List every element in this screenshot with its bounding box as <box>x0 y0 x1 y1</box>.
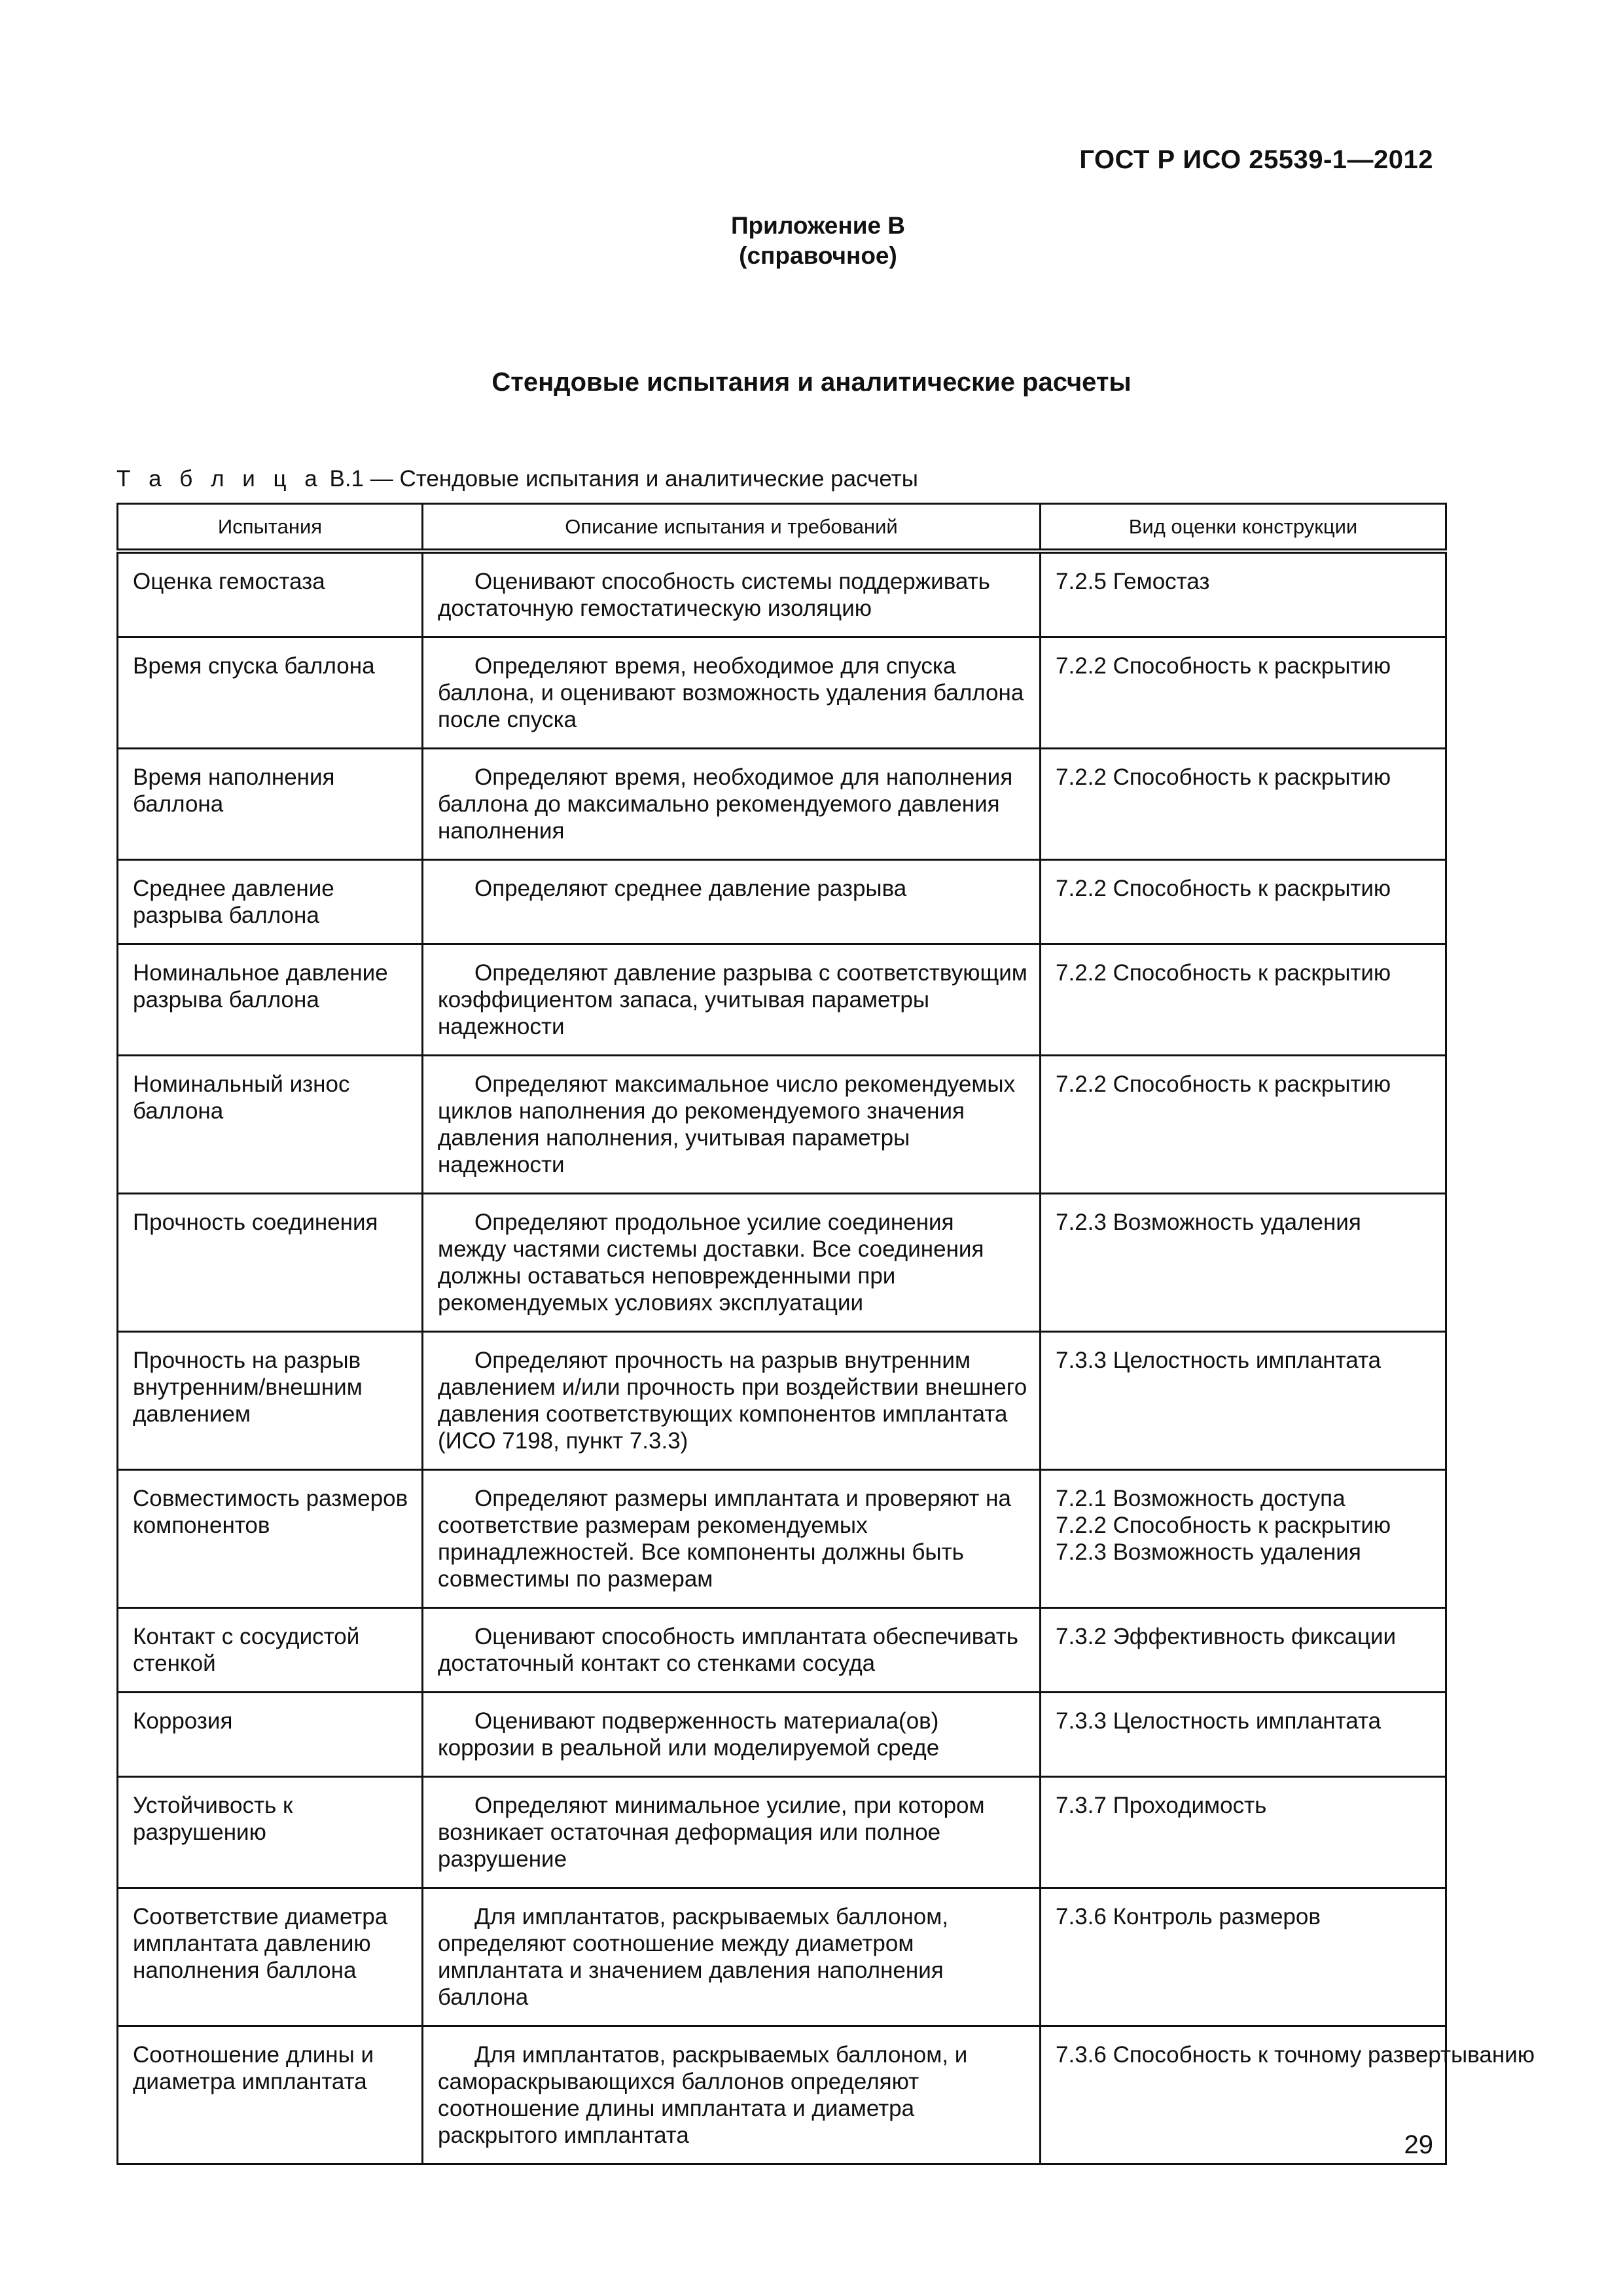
table-row <box>118 551 1446 637</box>
evaluation-item: 7.2.2 Способность к раскрытию <box>1056 876 1391 901</box>
evaluation-cell <box>1041 1608 1446 1693</box>
evaluation-cell <box>1041 749 1446 860</box>
test-name-cell: Номинальный износ баллона <box>118 1056 423 1194</box>
test-name-cell: Прочность соединения <box>118 1194 423 1332</box>
test-name-cell: Прочность на разрыв внутренним/внешним давлением <box>118 1332 423 1470</box>
test-description-cell: Для имплантатов, раскрываемых баллоном, и самораскрывающихся баллонов определяют соотношение длины имплантата и диаметра раскрытого имплантата <box>423 2026 1041 2164</box>
column-header-tests: Испытания <box>118 504 423 552</box>
evaluation-item: 7.2.5 Гемостаз <box>1056 569 1210 594</box>
table-caption-text: В.1 — Стендовые испытания и аналитические расчеты <box>329 466 918 492</box>
column-header-evaluation: Вид оценки конструкции <box>1041 504 1446 552</box>
evaluation-item: 7.2.3 Возможность удаления <box>1056 1539 1361 1565</box>
column-header-description: Описание испытания и требований <box>423 504 1041 552</box>
test-description-cell: Определяют минимальное усилие, при котором возникает остаточная деформация или полное разрушение <box>423 1777 1041 1888</box>
evaluation-cell <box>1041 944 1446 1056</box>
tests-table <box>116 503 1535 2165</box>
evaluation-item: 7.2.2 Способность к раскрытию <box>1056 960 1391 986</box>
evaluation-item: 7.3.7 Проходимость <box>1056 1793 1267 1818</box>
test-description-cell: Определяют время, необходимое для спуска баллона, и оценивают возможность удаления баллона после спуска <box>423 637 1041 749</box>
test-description-cell: Определяют среднее давление разрыва <box>423 860 1041 944</box>
evaluation-cell <box>1041 1693 1446 1777</box>
evaluation-item: 7.2.3 Возможность удаления <box>1056 1210 1361 1235</box>
evaluation-item: 7.3.6 Способность к точному развертыванию <box>1056 2042 1535 2068</box>
test-name-cell: Время наполнения баллона <box>118 749 423 860</box>
table-row <box>118 1332 1446 1470</box>
page-number: 29 <box>1404 2130 1433 2159</box>
table-caption-prefix: Т а б л и ц а <box>116 466 323 492</box>
evaluation-cell <box>1041 551 1446 637</box>
evaluation-item: 7.2.2 Способность к раскрытию <box>1056 1071 1391 1097</box>
table-row <box>118 944 1446 1056</box>
test-name-cell: Соотношение длины и диаметра имплантата <box>118 2026 423 2164</box>
table-row <box>118 1608 1446 1693</box>
table-header-row <box>118 504 1446 552</box>
document-code: ГОСТ Р ИСО 25539-1—2012 <box>1079 145 1433 174</box>
evaluation-cell <box>1041 860 1446 944</box>
evaluation-cell <box>1041 637 1446 749</box>
evaluation-cell <box>1041 1777 1446 1888</box>
evaluation-item: 7.3.6 Контроль размеров <box>1056 1904 1321 1929</box>
test-name-cell: Коррозия <box>118 1693 423 1777</box>
test-name-cell: Контакт с сосудистой стенкой <box>118 1608 423 1693</box>
evaluation-cell <box>1041 1056 1446 1194</box>
evaluation-item: 7.3.3 Целостность имплантата <box>1056 1348 1382 1373</box>
test-description-cell: Определяют максимальное число рекомендуемых циклов наполнения до рекомендуемого значения давления наполнения, учитывая параметры надежности <box>423 1056 1041 1194</box>
table-row <box>118 1056 1446 1194</box>
section-title: Стендовые испытания и аналитические расчеты <box>491 368 1132 397</box>
table-row <box>118 1470 1446 1608</box>
test-description-cell: Для имплантатов, раскрываемых баллоном, определяют соотношение между диаметром имплантата и значением давления наполнения баллона <box>423 1888 1041 2026</box>
table-body <box>118 551 1535 2164</box>
evaluation-item: 7.2.2 Способность к раскрытию <box>1056 1513 1391 1538</box>
evaluation-item: 7.3.2 Эффективность фиксации <box>1056 1624 1397 1649</box>
test-name-cell: Среднее давление разрыва баллона <box>118 860 423 944</box>
evaluation-item: 7.2.2 Способность к раскрытию <box>1056 764 1391 790</box>
test-name-cell: Соответствие диаметра имплантата давлению наполнения баллона <box>118 1888 423 2026</box>
table-row <box>118 1888 1446 2026</box>
evaluation-cell <box>1041 1194 1446 1332</box>
evaluation-cell <box>1041 2026 1535 2164</box>
test-name-cell: Оценка гемостаза <box>118 551 423 637</box>
test-name-cell: Номинальное давление разрыва баллона <box>118 944 423 1056</box>
evaluation-cell <box>1041 1470 1446 1608</box>
test-description-cell: Определяют продольное усилие соединения между частями системы доставки. Все соединения должны оставаться неповрежденными при рекомендуемых условиях эксплуатации <box>423 1194 1041 1332</box>
evaluation-item: 7.3.3 Целостность имплантата <box>1056 1708 1382 1734</box>
evaluation-cell <box>1041 1332 1446 1470</box>
table-row <box>118 1693 1446 1777</box>
evaluation-cell <box>1041 1888 1446 2026</box>
test-description-cell: Оценивают способность системы поддерживать достаточную гемостатическую изоляцию <box>423 551 1041 637</box>
evaluation-item: 7.2.2 Способность к раскрытию <box>1056 653 1391 679</box>
table-row <box>118 637 1446 749</box>
table-caption <box>116 466 918 492</box>
table-row <box>118 860 1446 944</box>
table-row <box>118 749 1446 860</box>
test-description-cell: Оценивают способность имплантата обеспечивать достаточный контакт со стенками сосуда <box>423 1608 1041 1693</box>
test-name-cell: Совместимость размеров компонентов <box>118 1470 423 1608</box>
table-row <box>118 1777 1446 1888</box>
appendix-title: Приложение В <box>730 212 906 239</box>
test-description-cell: Определяют давление разрыва с соответствующим коэффициентом запаса, учитывая параметры надежности <box>423 944 1041 1056</box>
test-description-cell: Оценивают подверженность материала(ов) коррозии в реальной или моделируемой среде <box>423 1693 1041 1777</box>
table-row <box>118 2026 1446 2164</box>
test-name-cell: Время спуска баллона <box>118 637 423 749</box>
appendix-heading <box>0 211 1623 271</box>
appendix-subtitle: (справочное) <box>739 242 897 269</box>
evaluation-item: 7.2.1 Возможность доступа <box>1056 1486 1346 1511</box>
test-description-cell: Определяют время, необходимое для наполнения баллона до максимально рекомендуемого давления наполнения <box>423 749 1041 860</box>
test-description-cell: Определяют размеры имплантата и проверяют на соответствие размерам рекомендуемых принадлежностей. Все компоненты должны быть совместимы по размерам <box>423 1470 1041 1608</box>
table-row <box>118 1194 1446 1332</box>
test-name-cell: Устойчивость к разрушению <box>118 1777 423 1888</box>
test-description-cell: Определяют прочность на разрыв внутренним давлением и/или прочность при воздействии внешнего давления соответствующих компонентов имплантата (ИСО 7198, пункт 7.3.3) <box>423 1332 1041 1470</box>
